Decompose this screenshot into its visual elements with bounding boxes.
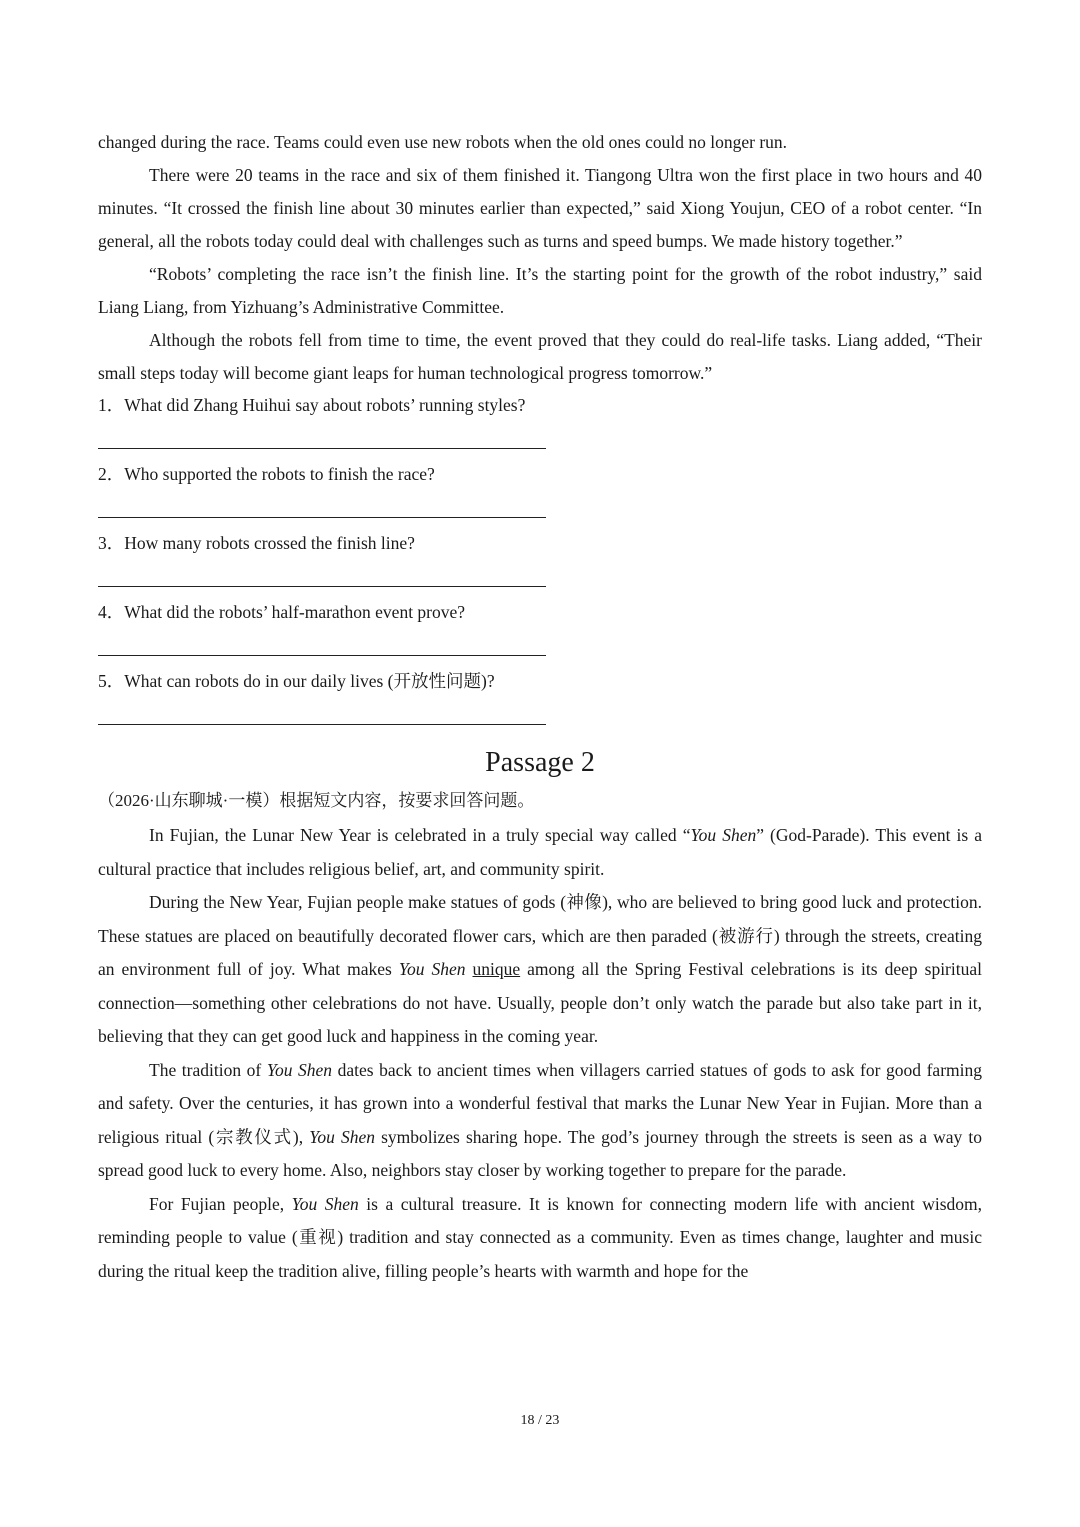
passage-source: （2026·山东聊城·一模）根据短文内容，按要求回答问题。: [98, 791, 535, 810]
text-span: is a cultural treasure. It is known for connecting modern life with ancient wisdom, reminding people to value (重视) tradition and stay connected as a community. Even as times change, laughter and music during the ritual keep the tradition alive, filling people’s hearts with warmth and hope for the: [98, 1193, 982, 1281]
question: 3．How many robots crossed the finish line?: [98, 533, 415, 553]
italic-term: You Shen: [309, 1126, 375, 1147]
question: 5．What can robots do in our daily lives (开放性问题)?: [98, 671, 495, 691]
text-span: symbolizes sharing hope. The god’s journey through the streets is seen as a way to spread good luck to every home. Also, neighbors stay closer by working together to prepare for the parade.: [98, 1126, 983, 1180]
italic-term: You Shen: [266, 1059, 333, 1080]
paragraph: [98, 1188, 982, 1289]
answer-line: [98, 448, 546, 449]
text-span: [465, 959, 472, 979]
paragraph: changed during the race. Teams could even use new robots when the old ones could no longer run.: [98, 132, 788, 152]
page-content: [98, 126, 982, 1288]
paragraph: “Robots’ completing the race isn’t the finish line. It’s the starting point for the growth of the robot industry,” said Liang Liang, from Yizhuang’s Administrative Committee.: [98, 264, 982, 317]
text-span: dates back to ancient times when villagers carried statues of gods to ask for good farming and safety. Over the centuries, it has grown into a wonderful festival that marks the Lunar New Year in Fujian. More than a religious ritual (宗教仪式),: [98, 1059, 982, 1147]
question: 2．Who supported the robots to finish the race?: [98, 464, 435, 484]
page-number: 18 / 23: [520, 1413, 560, 1428]
italic-term: You Shen: [291, 1193, 359, 1214]
passage-1: [98, 126, 982, 725]
question: 1．What did Zhang Huihui say about robots’ running styles?: [98, 395, 526, 415]
text-span: among all the Spring Festival celebrations is its deep spiritual connection—something other celebrations do not have. Usually, people don’t only watch the parade but also take part in it, believing that they can get good luck and happiness in the coming year.: [98, 959, 982, 1046]
passage-2: [98, 745, 982, 1288]
text-span: The tradition of: [149, 1059, 267, 1080]
question-list: [98, 392, 982, 725]
text-span: During the New Year, Fujian people make statues of gods (神像), who are believed to bring good luck and protection. These statues are placed on beautifully decorated flower cars, which are then paraded (被游行) through the streets, creating an environment full of joy. What makes: [98, 892, 982, 979]
underlined-word: unique: [472, 959, 521, 979]
italic-term: You Shen: [398, 959, 466, 979]
answer-line: [98, 517, 546, 518]
text-span: In Fujian, the Lunar New Year is celebrated in a truly special way called “: [149, 825, 691, 845]
answer-line: [98, 655, 546, 656]
paragraph: Although the robots fell from time to time, the event proved that they could do real-life tasks. Liang added, “Their small steps today will become giant leaps for human technological progress tomorrow.”: [98, 330, 982, 383]
italic-term: You Shen: [690, 825, 757, 845]
passage-title: Passage 2: [485, 747, 595, 778]
text-span: For Fujian people,: [149, 1193, 292, 1214]
paragraph: [98, 819, 982, 886]
answer-line: [98, 724, 546, 725]
paragraph: [98, 1054, 982, 1188]
paragraph: [98, 886, 982, 1054]
answer-line: [98, 586, 546, 587]
text-span: ” (God-Parade). This event is a cultural practice that includes religious belief, art, and community spirit.: [98, 825, 982, 879]
paragraph: There were 20 teams in the race and six of them finished it. Tiangong Ultra won the first place in two hours and 40 minutes. “It crossed the finish line about 30 minutes earlier than expected,” said Xiong Youjun, CEO of a robot center. “In general, all the robots today could deal with challenges such as turns and speed bumps. We made history together.”: [98, 165, 982, 251]
question: 4．What did the robots’ half-marathon event prove?: [98, 602, 466, 622]
